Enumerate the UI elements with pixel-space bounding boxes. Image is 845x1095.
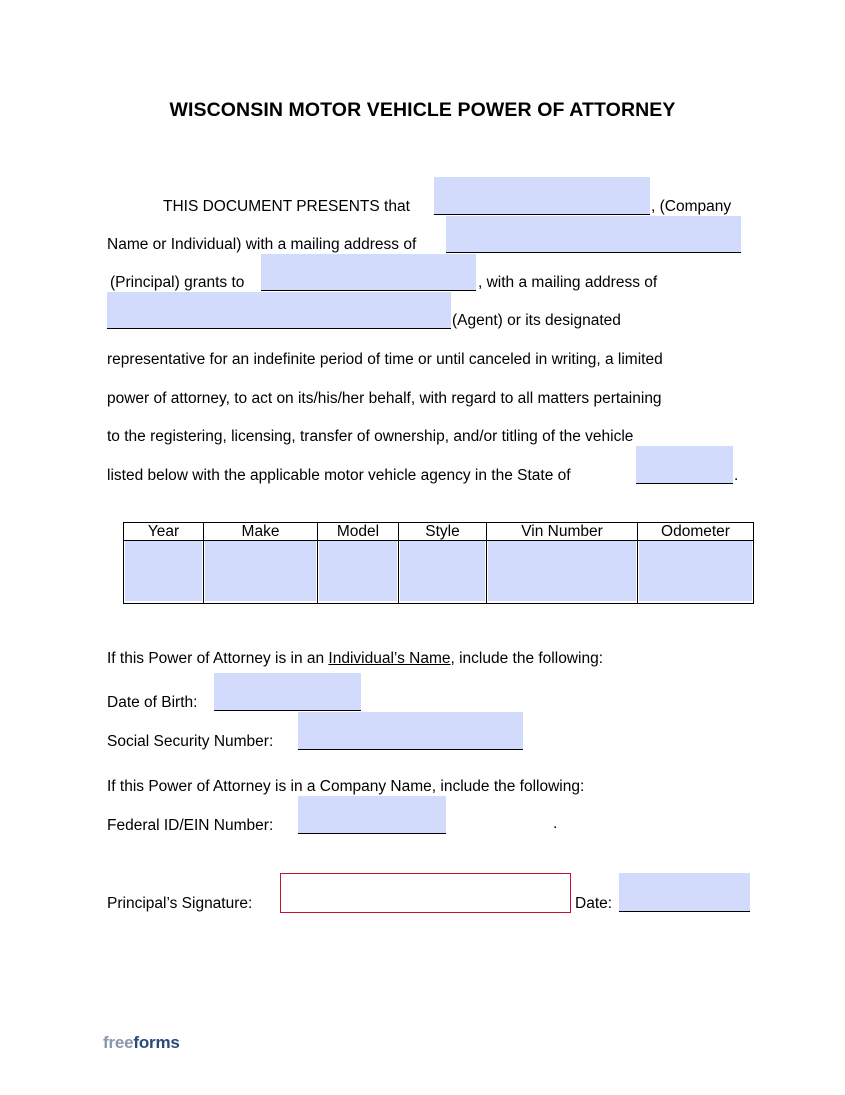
logo-free-text: free — [103, 1033, 134, 1052]
presents-text: THIS DOCUMENT PRESENTS that — [163, 198, 410, 215]
state-field[interactable] — [636, 446, 733, 484]
table-header-row — [124, 523, 754, 541]
principal-signature-field[interactable] — [280, 873, 571, 913]
model-input[interactable] — [319, 541, 397, 601]
body-line-6: power of attorney, to act on its/his/her behalf, with regard to all matters pertaining — [107, 390, 662, 407]
ssn-field[interactable] — [298, 712, 523, 750]
vehicle-info-table — [123, 522, 754, 604]
make-input[interactable] — [205, 541, 316, 601]
make-cell[interactable] — [204, 541, 318, 604]
agent-address-label: , with a mailing address of — [478, 274, 658, 291]
ein-trailing-dot: . — [553, 815, 558, 832]
principal-mailing-address-field[interactable] — [446, 216, 741, 253]
agent-mailing-address-field[interactable] — [107, 292, 451, 329]
company-label-text: , (Company — [651, 198, 732, 215]
grants-to-text: (Principal) grants to — [110, 274, 245, 291]
model-cell[interactable] — [318, 541, 399, 604]
make-column-header: Make — [204, 523, 318, 541]
table-row — [124, 541, 754, 604]
date-of-birth-field[interactable] — [214, 673, 361, 711]
company-or-individual-name-field[interactable] — [434, 177, 650, 215]
year-cell[interactable] — [124, 541, 204, 604]
odometer-cell[interactable] — [638, 541, 754, 604]
date-of-birth-label: Date of Birth: — [107, 694, 198, 711]
style-input[interactable] — [400, 541, 485, 601]
company-section-intro: If this Power of Attorney is in a Company Name, include the following: — [107, 778, 585, 795]
ein-field[interactable] — [298, 796, 446, 834]
style-cell[interactable] — [399, 541, 487, 604]
freeforms-logo — [103, 1033, 180, 1053]
ssn-label: Social Security Number: — [107, 733, 274, 750]
ein-label: Federal ID/EIN Number: — [107, 817, 274, 834]
style-column-header: Style — [399, 523, 487, 541]
logo-forms-text: forms — [133, 1033, 180, 1052]
odometer-input[interactable] — [639, 541, 752, 601]
individual-section-intro — [107, 650, 603, 668]
body-line-8: listed below with the applicable motor vehicle agency in the State of — [107, 467, 571, 484]
body-line-8-period: . — [734, 467, 739, 484]
individual-name-emphasis: Individual’s Name — [328, 650, 451, 667]
vin-number-column-header: Vin Number — [487, 523, 638, 541]
signature-date-label: Date: — [575, 895, 613, 912]
agent-name-field[interactable] — [261, 254, 476, 291]
agent-designated-text: (Agent) or its designated — [452, 312, 621, 329]
individual-intro-text: If this Power of Attorney is in an — [107, 650, 325, 667]
year-input[interactable] — [125, 541, 202, 601]
principal-address-label: Name or Individual) with a mailing address of — [107, 236, 417, 253]
model-column-header: Model — [318, 523, 399, 541]
body-line-5: representative for an indefinite period of time or until canceled in writing, a limited — [107, 351, 663, 368]
vin-number-input[interactable] — [488, 541, 636, 601]
document-title: WISCONSIN MOTOR VEHICLE POWER OF ATTORNEY — [169, 99, 676, 121]
principal-signature-label: Principal’s Signature: — [107, 895, 253, 912]
signature-date-field[interactable] — [619, 873, 750, 912]
body-line-7: to the registering, licensing, transfer of ownership, and/or titling of the vehicle — [107, 428, 634, 445]
year-column-header: Year — [124, 523, 204, 541]
vin-number-cell[interactable] — [487, 541, 638, 604]
odometer-column-header: Odometer — [638, 523, 754, 541]
individual-intro-tail: , include the following: — [450, 650, 603, 667]
